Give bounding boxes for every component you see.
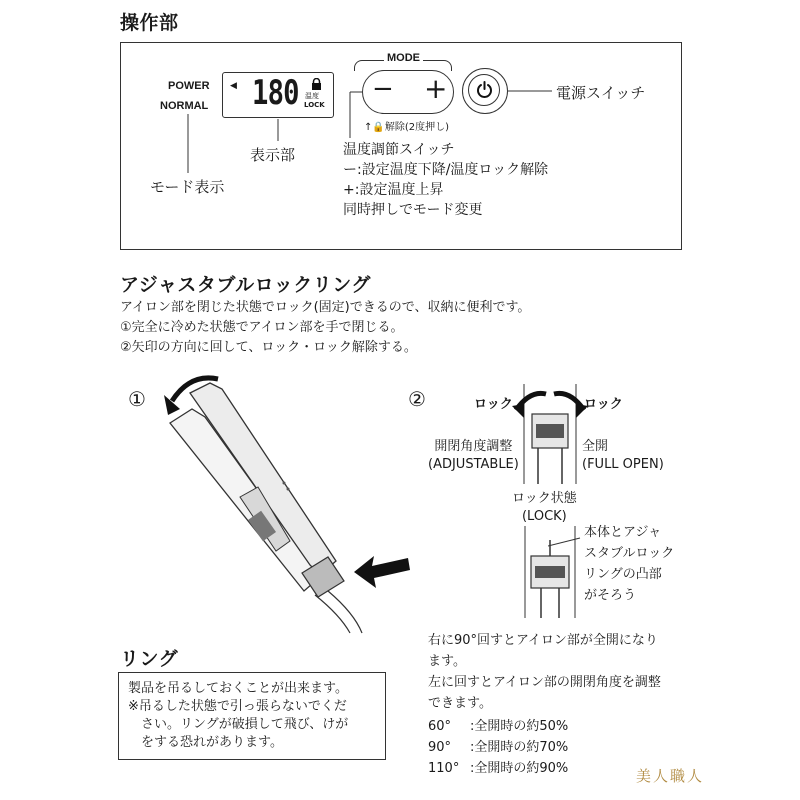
align-note-line: スタブルロック: [584, 546, 675, 561]
control-leader-lines: [0, 0, 800, 260]
power-switch-label: 電源スイッチ: [556, 84, 646, 102]
adjustable-label: [428, 438, 519, 474]
mode-indicator-icon: ◀: [230, 81, 237, 91]
angle-desc: :全開時の約90%: [470, 761, 569, 776]
unlock-note: ↑🔒解除(2度押し): [364, 122, 449, 133]
angle-row: [428, 737, 568, 758]
angle-desc: :全開時の約50%: [470, 719, 569, 734]
temp-switch-line: 同時押しでモード変更: [343, 202, 483, 218]
full-open-label: [582, 438, 664, 474]
power-label: POWER: [168, 80, 210, 92]
mode-display-label: モード表示: [150, 178, 225, 196]
full-open-jp: 全開: [582, 439, 609, 454]
angle-value: 90°: [428, 740, 452, 755]
temp-switch-line: 温度調節スイッチ: [343, 142, 455, 158]
lock-state-label: [512, 490, 577, 526]
intro-line: ②矢印の方向に回して、ロック・ロック解除する。: [120, 340, 417, 355]
angle-table: [428, 716, 568, 779]
ring-section-title: リング: [120, 648, 179, 670]
step1-marker: ①: [128, 387, 146, 411]
rotation-line: ます。: [428, 654, 466, 669]
lock-right-label: ロック: [584, 397, 623, 412]
hair-iron-illustration: [150, 365, 420, 635]
full-open-en: (FULL OPEN): [582, 457, 664, 472]
ring-note-line: ※吊るした状態で引っ張らないでくだ: [128, 699, 347, 714]
adjustable-en: (ADJUSTABLE): [428, 457, 519, 472]
temp-up-button[interactable]: +: [424, 72, 448, 105]
lock-left-label: ロック: [474, 397, 513, 412]
ring-note-line: 製品を吊るしておくことが出来ます。: [128, 681, 348, 696]
mode-label: MODE: [384, 52, 423, 64]
ring-note-line: をする恐れがあります。: [128, 735, 283, 750]
align-leader-line: [548, 536, 582, 550]
rotation-line: 右に90°回すとアイロン部が全開になり: [428, 633, 658, 648]
control-section-title: 操作部: [120, 12, 179, 34]
watermark: 美人職人: [636, 767, 705, 785]
lock-state-jp: ロック状態: [512, 491, 577, 506]
angle-row: [428, 758, 568, 779]
align-note-line: 本体とアジャ: [584, 525, 662, 540]
align-note-line: リングの凸部: [584, 567, 662, 582]
display-unit-bottom: LOCK: [304, 101, 325, 109]
adjustable-jp: 開閉角度調整: [434, 439, 513, 454]
rotation-description: [428, 630, 661, 714]
angle-value: 110°: [428, 761, 460, 776]
intro-line: アイロン部を閉じた状態でロック(固定)できるので、収納に便利です。: [120, 300, 531, 315]
normal-label: NORMAL: [160, 100, 209, 112]
lock-state-en: (LOCK): [521, 509, 567, 524]
align-note-line: がそろう: [584, 588, 637, 603]
step2-marker: ②: [408, 387, 426, 411]
temp-down-button[interactable]: −: [372, 74, 394, 104]
display-label: 表示部: [250, 146, 296, 164]
align-note: [584, 522, 674, 606]
temp-switch-line: ー:設定温度下降/温度ロック解除: [343, 162, 549, 178]
rotation-line: 左に回すとアイロン部の開閉角度を調整: [428, 675, 661, 690]
push-arrow-icon: [352, 548, 412, 588]
angle-value: 60°: [428, 719, 452, 734]
temp-switch-line: +:設定温度上昇: [343, 182, 444, 198]
angle-row: [428, 716, 568, 737]
intro-line: ①完全に冷めた状態でアイロン部を手で閉じる。: [120, 320, 404, 335]
ring-note-line: さい。リングが破損して飛び、けが: [128, 717, 349, 732]
ring-rotation-diagram: [510, 384, 590, 484]
display-unit-top: 温度: [305, 92, 319, 100]
lock-ring-intro: [120, 298, 530, 358]
rotation-line: できます。: [428, 696, 492, 711]
angle-desc: :全開時の約70%: [470, 740, 569, 755]
ring-note: [128, 680, 348, 752]
lock-ring-section-title: アジャスタブルロックリング: [120, 274, 371, 296]
display-value: 180: [252, 73, 299, 113]
